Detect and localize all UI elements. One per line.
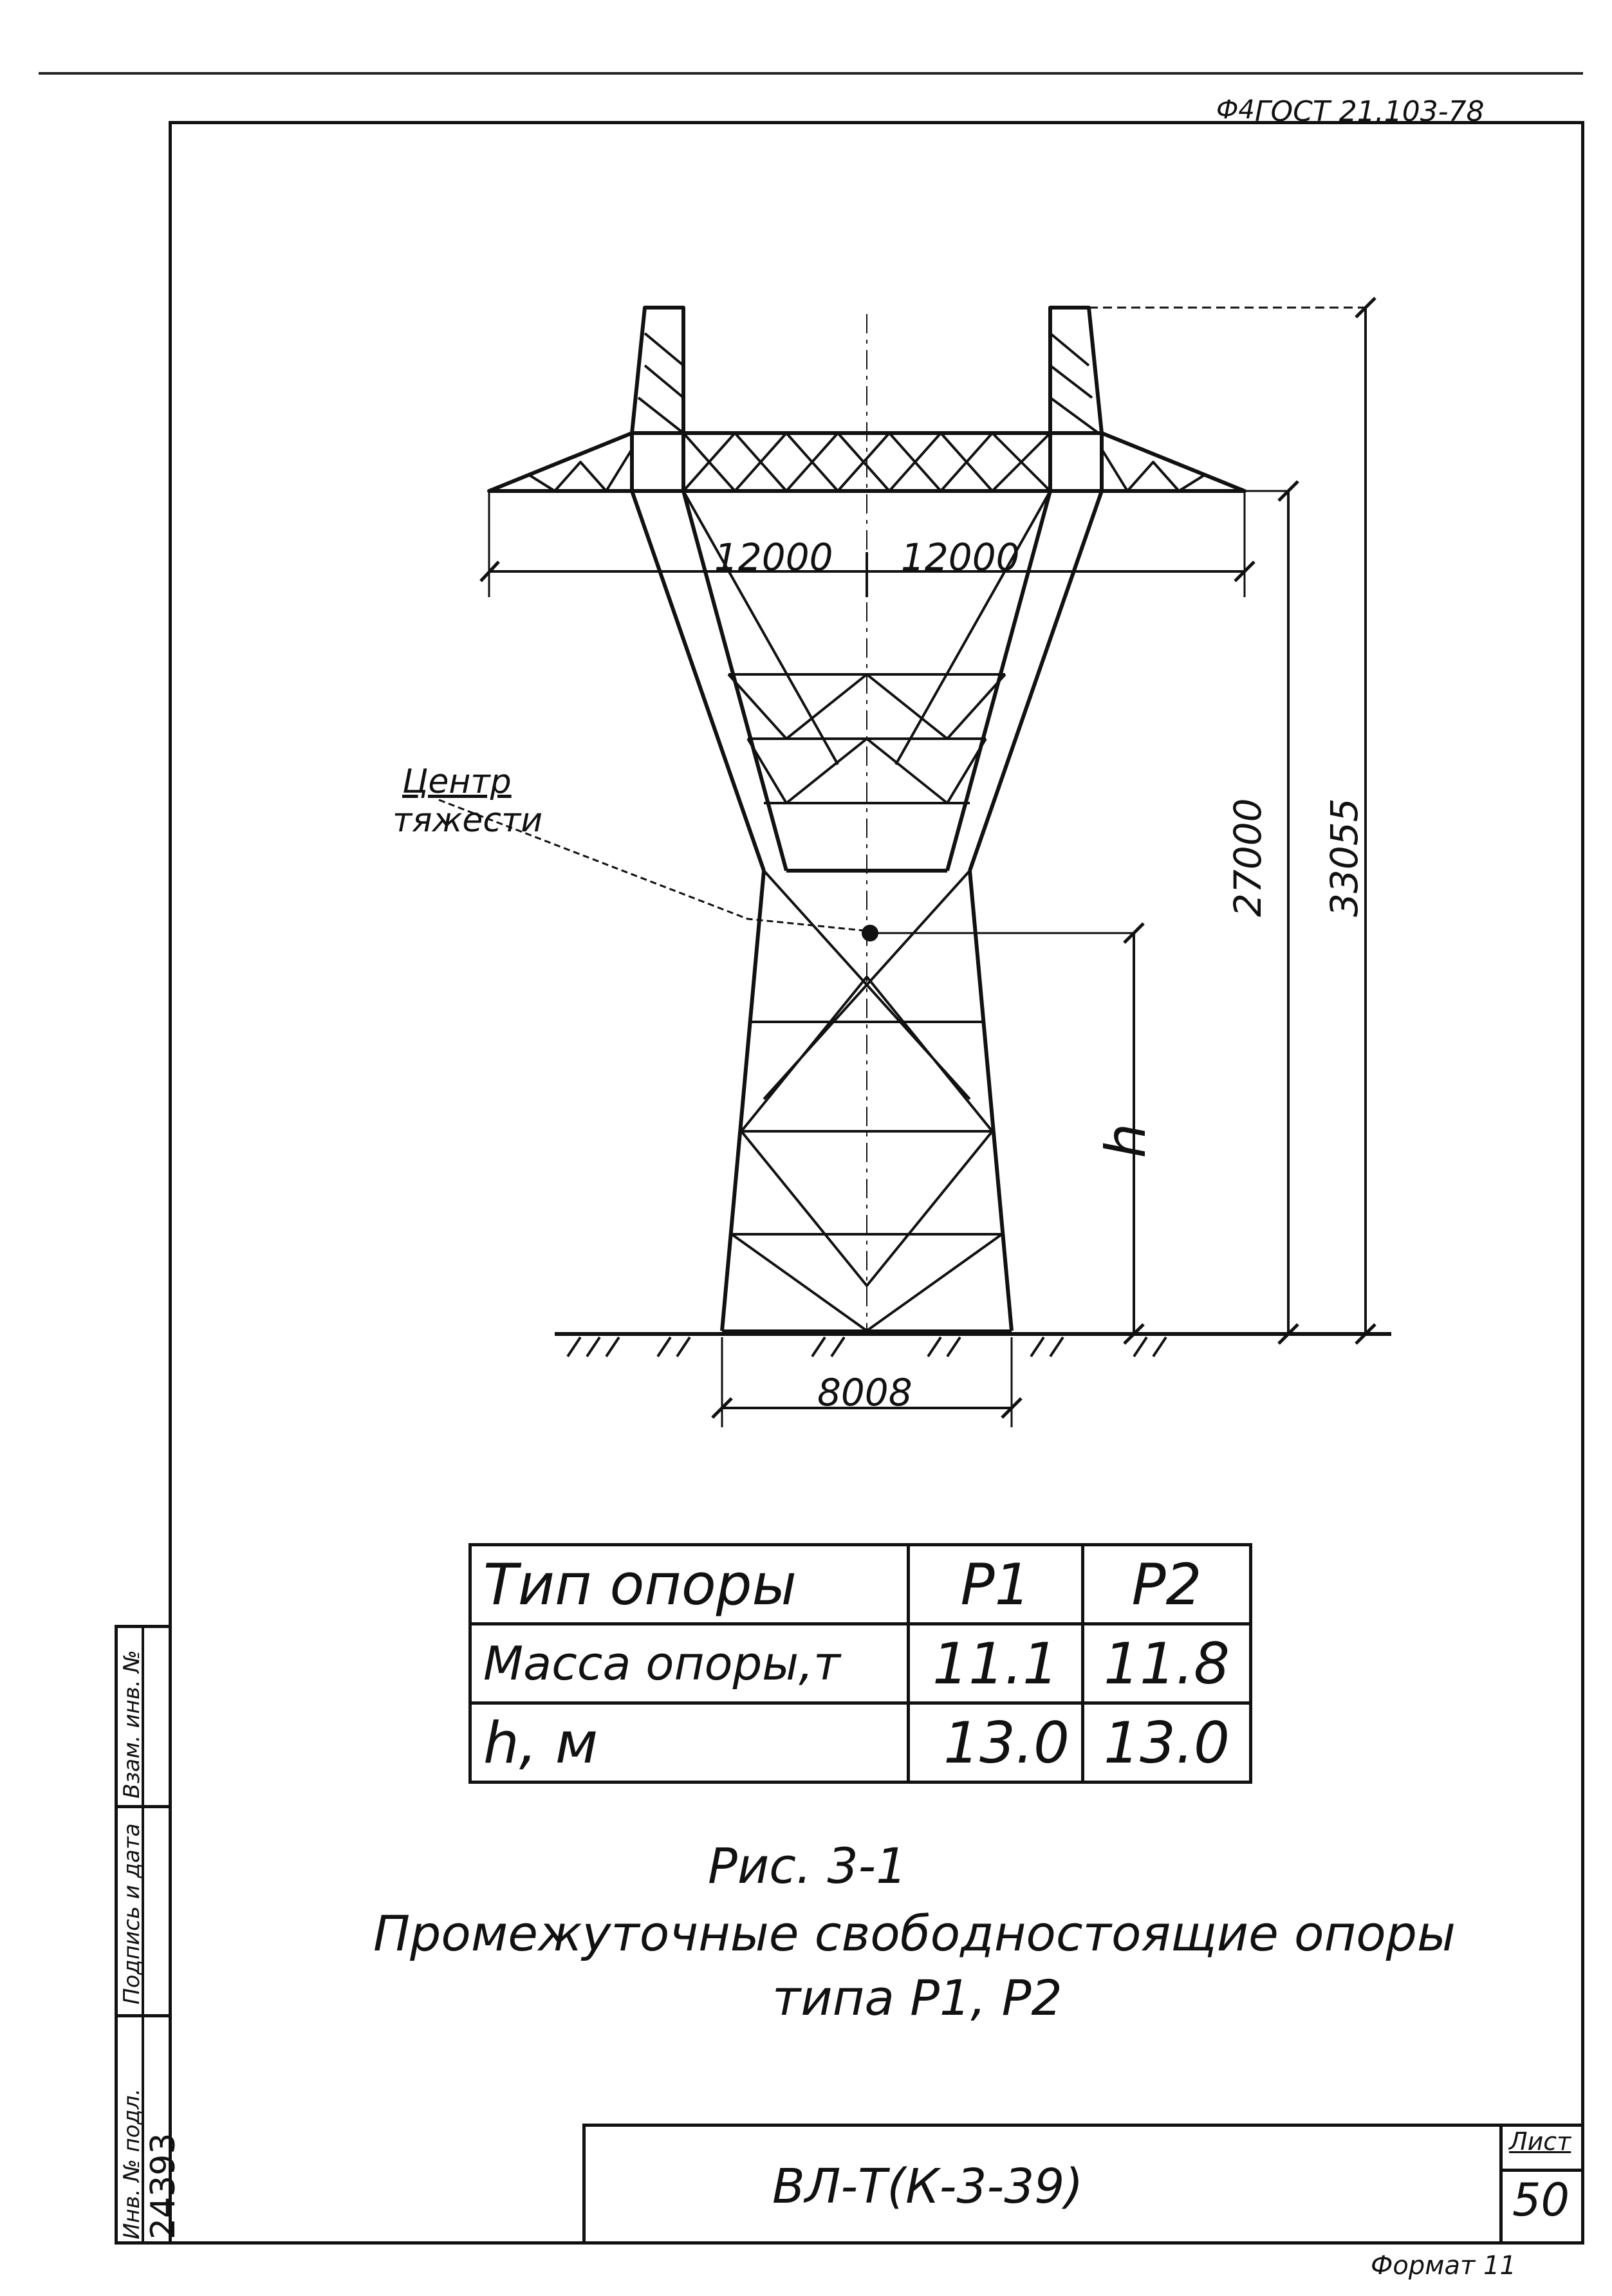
- sheet-number: 50: [1512, 2174, 1570, 2227]
- signature-date-label: Подпись и дата: [119, 1823, 145, 2004]
- dim-right-arm: 12000: [901, 535, 1020, 579]
- table-cell: Тип опоры: [470, 1545, 909, 1624]
- standard-code: ГОСТ 21.103-78: [1255, 95, 1485, 128]
- dim-crossarm-height: 27000: [1226, 798, 1270, 917]
- dim-left-arm: 12000: [714, 535, 833, 579]
- dim-total-height: 33055: [1322, 798, 1366, 917]
- top-rule: [39, 72, 1583, 75]
- table-cell: 13.0: [909, 1703, 1083, 1782]
- figure-title-line1: Промежуточные свободностоящие опоры: [373, 1905, 1456, 1962]
- table-cell: 11.8: [1083, 1624, 1251, 1703]
- dim-base-width: 8008: [817, 1371, 913, 1414]
- side-strip-divider: [115, 2014, 169, 2017]
- inv-orig-label: Инв. № подл.: [119, 2088, 145, 2239]
- cog-label-line1: Центр: [402, 763, 512, 801]
- table-row: [470, 1624, 1251, 1703]
- page-mark: Ф4: [1216, 95, 1255, 125]
- swap-inv-label: Взам. инв. №: [119, 1650, 145, 1799]
- side-strip-divider: [115, 1805, 169, 1808]
- table-cell: Р1: [909, 1545, 1083, 1624]
- tower-drawing: [169, 121, 1584, 1730]
- table-row: [470, 1703, 1251, 1782]
- table-cell: h, м: [470, 1703, 909, 1782]
- format-label: Формат 11: [1371, 2251, 1516, 2281]
- document-code: ВЛ-Т(К-3-39): [772, 2159, 1084, 2214]
- sheet-label: Лист: [1509, 2127, 1571, 2156]
- table-row: [470, 1545, 1251, 1624]
- table-cell: Р2: [1083, 1545, 1251, 1624]
- inv-number: 24393: [144, 2133, 183, 2239]
- table-cell: 13.0: [1083, 1703, 1251, 1782]
- sheet-divider: [1499, 2169, 1584, 2172]
- table-cell: Масса опоры,т: [470, 1624, 909, 1703]
- h-label: h: [1094, 1123, 1158, 1158]
- cog-label-line2: тяжести: [393, 801, 543, 840]
- title-block: [582, 2124, 1584, 2245]
- tower-properties-table: [468, 1543, 1252, 1784]
- figure-number: Рис. 3-1: [708, 1837, 907, 1894]
- figure-title-line2: типа Р1, Р2: [772, 1969, 1062, 2026]
- table-cell: 11.1: [909, 1624, 1083, 1703]
